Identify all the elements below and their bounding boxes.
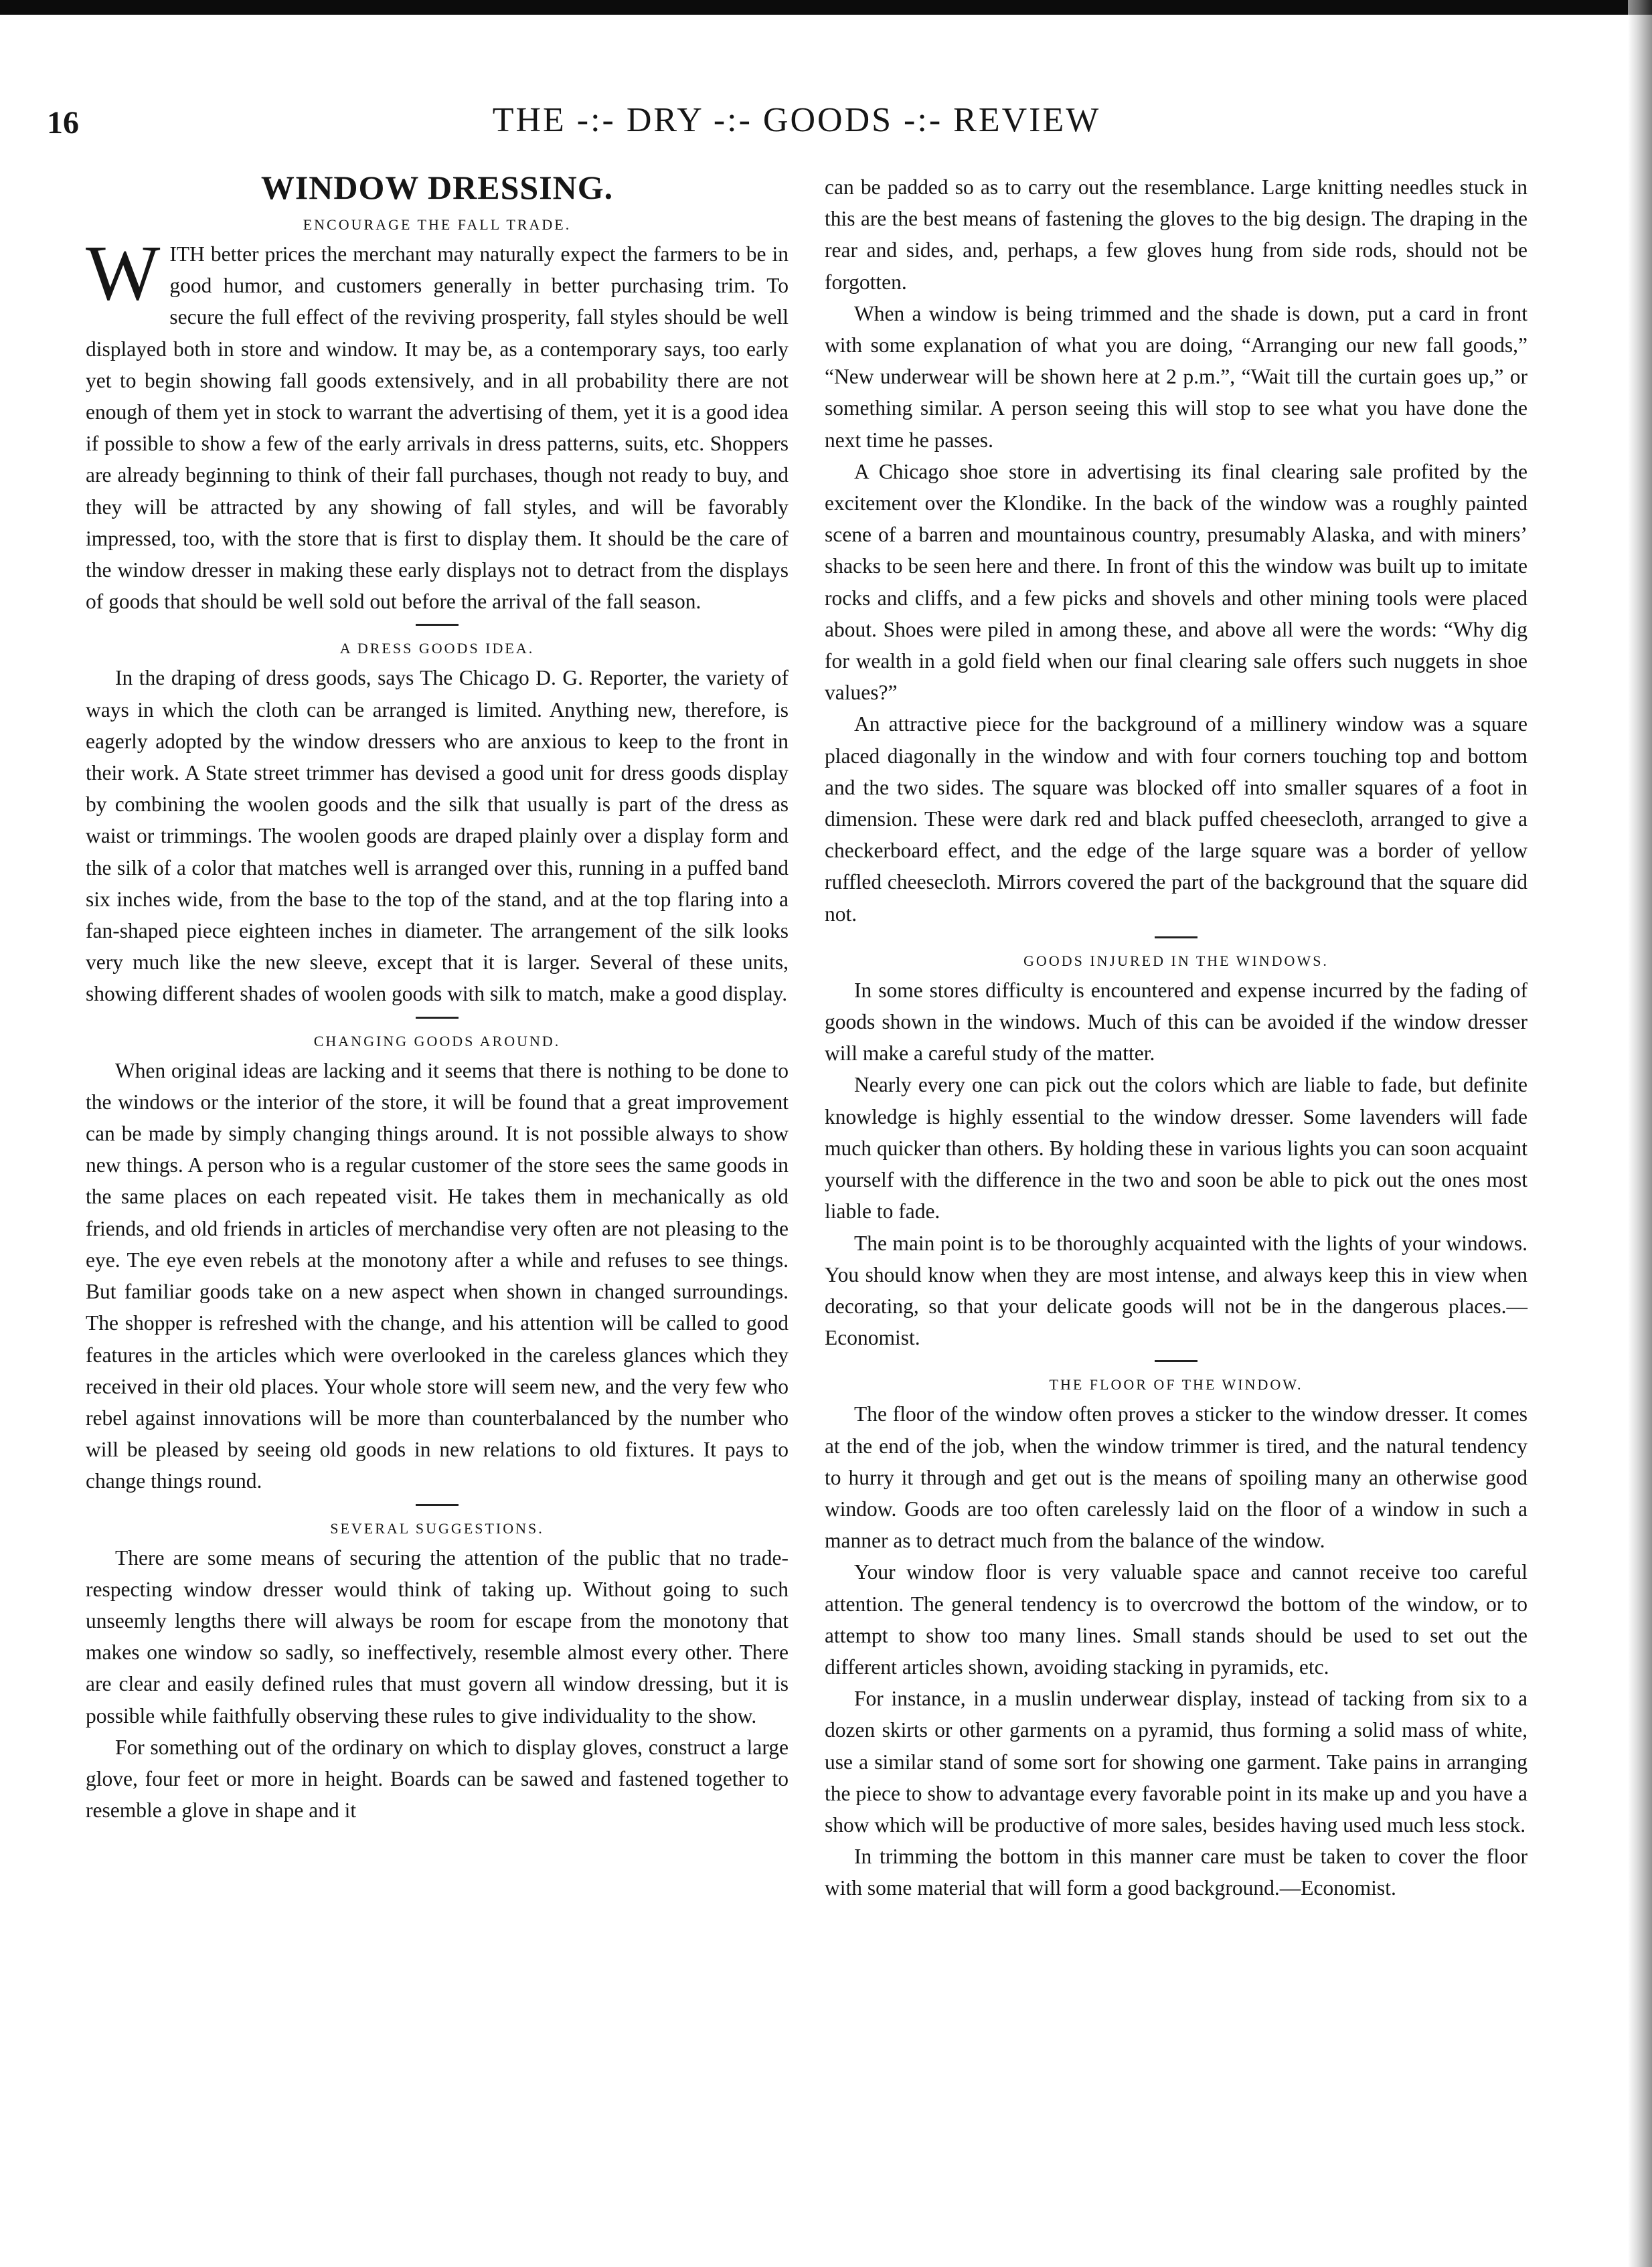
article-title: WINDOW DRESSING. [260,169,614,206]
page-header [47,100,1546,147]
left-column [86,167,789,1826]
paragraph: For something out of the ordinary on which to display gloves, construct a large glove, four feet or more in height. Boards can be sawed and fastened together to resemble a glove in shape and it [86,1735,789,1823]
masthead: THE -:- DRY -:- GOODS -:- REVIEW [492,101,1101,139]
paragraph: The main point is to be thoroughly acquainted with the lights of your windows. You should know when they are most intense, and always keep this in view when decorating, so that your delicate goods will not be in the dangerous places.—Economist. [825,1231,1527,1350]
paragraph: For instance, in a muslin underwear display, instead of tacking from six to a dozen skirts or other garments on a pyramid, thus forming a solid mass of white, use a similar stand of some sort for showing one garment. Take pains in arranging the piece to show to advantage every favorable point in its make up and you have a show which will be productive of more sales, besides having used much less stock. [825,1687,1527,1837]
section-heading-floor: THE FLOOR OF THE WINDOW. [1049,1376,1303,1394]
paragraph: In some stores difficulty is encountered and expense incurred by the fading of goods shown in the windows. Much of this can be avoided if the window dresser will make a careful study of the matter. [825,978,1527,1066]
section-divider [416,624,459,626]
top-border [0,0,1652,15]
paragraph: When a window is being trimmed and the shade is down, put a card in front with some explanation of what you are doing, “Arranging our new fall goods,” “New underwear will be shown here at 2 p.m.”, “Wait till the curtain goes up,” or something similar. A person seeing this will stop to see what you have done the next time he passes. [825,301,1527,452]
section-heading-dress-goods: A DRESS GOODS IDEA. [339,640,535,657]
paragraph: In the draping of dress goods, says The Chicago D. G. Reporter, the variety of ways in which the cloth can be arranged is limited. Anything new, therefore, is eagerly adopted by the window dressers who are anxious to keep to the front in their work. A State street trimmer has devised a good unit for dress goods display by combining the woolen goods and the silk that usually is part of the dress as waist or trimmings. The woolen goods are draped plainly over a display form and the silk of a color that matches well is arranged over this, running in a puffed band six inches wide, from the base to the top of the stand, and at the top flaring into a fan-shaped piece eighteen inches in diameter. The arrangement of the silk looks very much like the new sleeve, except that it is larger. Several of these units, showing different shades of woolen goods with silk to match, make a good display. [86,666,789,1006]
section-divider [1155,936,1197,938]
section-heading-changing: CHANGING GOODS AROUND. [313,1032,561,1049]
article-subtitle: ENCOURAGE THE FALL TRADE. [303,216,572,233]
page-edge-shadow [1628,0,1652,2267]
intro-text: ITH better prices the merchant may naturally expect the farmers to be in good humor, and customers generally in better purchasing trim. To secure the full effect of the reviving prosperity, fall styles should be well displayed both in store and window. It may be, as a contemporary says, too early yet to begin showing fall goods extensively, and in all probability there are not enough of them yet in stock to warrant the advertising of them, yet it is a good idea if possible to show a few of the early arrivals in dress patterns, suits, etc. Shoppers are already beginning to think of their fall purchases, though not ready to buy, and they will be attracted by any showing of fall styles, and will be favorably impressed, too, with the store that is first to display them. It should be the care of the window dresser in making these early displays not to detract from the displays of goods that should be well sold out before the arrival of the fall season. [86,242,789,614]
paragraph: An attractive piece for the background of a millinery window was a square placed diagonally in the window and with four corners touching top and bottom and the two sides. The square was blocked off into smaller squares of a foot in dimension. These were dark red and black puffed cheesecloth, arranged to give a checkerboard effect, and the edge of the large square was a border of yellow ruffled cheesecloth. Mirrors covered the part of the background that the square did not. [825,712,1527,926]
paragraph: When original ideas are lacking and it seems that there is nothing to be done to the windows or the interior of the store, it will be found that a great improvement can be made by simply changing things around. It is not possible always to show new things. A person who is a regular customer of the store sees the same goods in the same places on each repeated visit. He takes them in mechanically as old friends, and old friends in articles of merchandise very often are not pleasing to the eye. The eye even rebels at the monotony after a while and refuses to see things. But familiar goods take on a new aspect when shown in changed surroundings. The shopper is refreshed with the change, and his attention will be called to good features in the articles which were overlooked in the careless glances which they received in their old places. Your whole store will seem new, and the very few who rebel against innovations will be more than counterbalanced by the number who will be pleased by seeing old goods in new relations to old fixtures. It pays to change things round. [86,1058,789,1493]
section-divider [416,1017,459,1019]
paragraph: A Chicago shoe store in advertising its final clearing sale profited by the excitement over the Klondike. In the back of the window was a roughly painted scene of a barren and mountainous country, presumably Alaska, and with miners’ shacks to be seen here and there. In front of this the window was built up to imitate rocks and cliffs, and a few picks and shovels and other mining tools were placed about. Shoes were piled in among these, and above all were the words: “Why dig for wealth in a gold field when our final clearing sale offers such nuggets in shoe values?” [825,459,1527,705]
section-heading-suggestions: SEVERAL SUGGESTIONS. [330,1519,544,1537]
paragraph-continued: can be padded so as to carry out the resemblance. Large knitting needles stuck in this are the best means of fastening the gloves to the big design. The draping in the rear and sides, and, perhaps, a few gloves hung from side rods, should not be forgotten. [825,175,1527,294]
section-divider [416,1504,459,1506]
paragraph: There are some means of securing the attention of the public that no trade-respecting window dresser would think of taking up. Without going to such unseemly lengths there will always be room for escape from the monotony that makes one window so sadly, so ineffectively, resemble almost every other. There are clear and easily defined rules that must govern all window dressing, but it is possible while faithfully observing these rules to give individuality to the show. [86,1545,789,1728]
right-column [825,171,1527,1904]
section-heading-injured: GOODS INJURED IN THE WINDOWS. [1023,952,1329,969]
paragraph: The floor of the window often proves a sticker to the window dresser. It comes at the end of the job, when the window trimmer is tired, and the natural tendency to hurry it through and get out is the means of spoiling many an otherwise good window. Goods are too often carelessly laid on the floor of a window in such a manner as to detract much from the balance of the window. [825,1402,1527,1553]
paragraph: Nearly every one can pick out the colors which are liable to fade, but definite knowledge is highly essential to the window dresser. Some lavenders will fade much quicker than others. By holding these in various lights you can soon acquaint yourself with the difference in the two and soon be able to pick out the ones most liable to fade. [825,1073,1527,1224]
intro-paragraph [86,229,789,617]
paragraph: In trimming the bottom in this manner care must be taken to cover the floor with some material that will form a good background.—Economist. [825,1845,1527,1900]
page-number: 16 [47,105,79,141]
drop-cap: W [86,229,161,317]
section-divider [1155,1360,1197,1362]
paragraph: Your window floor is very valuable space and cannot receive too careful attention. The general tendency is to overcrowd the bottom of the window, or to attempt to show too many lines. Small stands should be used to set out the different articles shown, avoiding stacking in pyramids, etc. [825,1560,1527,1679]
